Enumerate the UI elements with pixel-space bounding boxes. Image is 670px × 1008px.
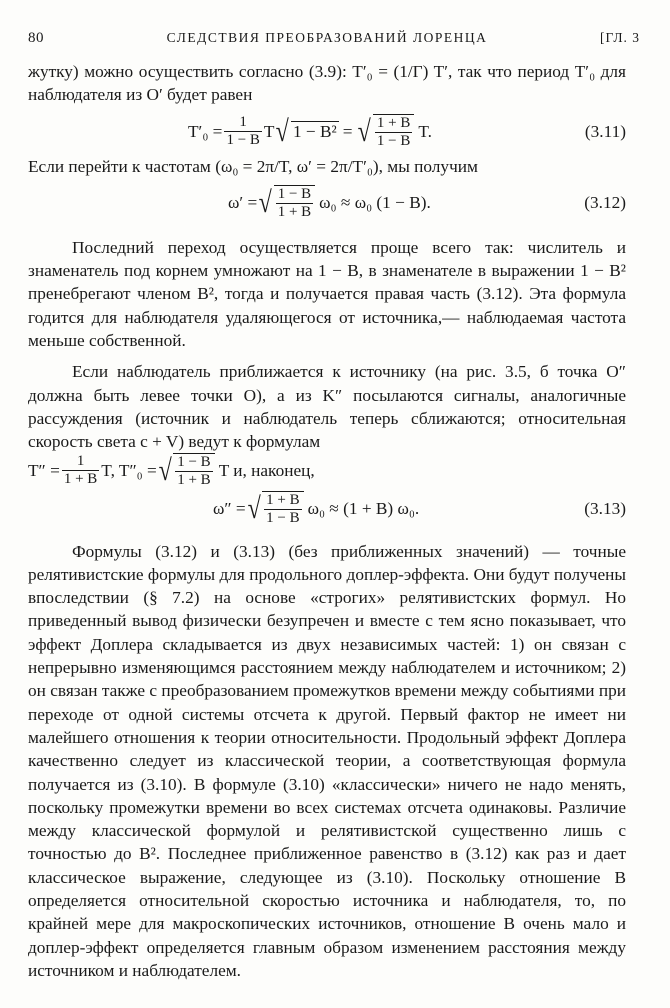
sqrt: √ 1 − B² (276, 114, 337, 148)
book-page (28, 30, 640, 982)
paragraph-2: Если перейти к частотам (ω₀ = 2π/T, ω′ = 2π/T′₀), мы получим (28, 156, 478, 176)
sqrt: √ $\frac{1 - B}{1 + B}$ (257, 185, 315, 221)
equation-label: (3.12) (584, 192, 626, 212)
denominator: 1 − B (376, 132, 411, 149)
denominator: 1 + B (277, 203, 312, 220)
equation-3-12 (28, 182, 626, 224)
running-title: СЛЕДСТВИЯ ПРЕОБРАЗОВАНИЙ ЛОРЕНЦА (166, 30, 488, 45)
equation-3-11 (28, 111, 626, 153)
numerator: 1 − B (277, 185, 312, 202)
numerator: 1 (76, 453, 85, 470)
denominator: 1 + B (63, 471, 98, 488)
chapter-marker: [ГЛ. 3 (600, 30, 640, 45)
numerator: 1 + B (266, 491, 300, 508)
denominator: 1 + B (177, 471, 211, 488)
inline-formulas (28, 454, 626, 488)
equation-3-13 (28, 488, 626, 530)
sqrt: √ $\frac{1 + B}{1 - B}$ (356, 114, 414, 150)
page-number: 80 (28, 30, 44, 46)
numerator: 1 + B (376, 114, 411, 131)
equation-label: (3.11) (584, 121, 626, 141)
equation-label: (3.13) (584, 498, 626, 518)
formula-text: T″ = (28, 460, 60, 480)
formula-text: T, T″₀ = (101, 460, 157, 480)
eq-lhs: T′₀ = (188, 121, 223, 141)
eq-tail: ω₀ ≈ (1 + B) ω₀. (307, 498, 420, 518)
paragraph-5: Формулы (3.12) и (3.13) (без приближенных значений) — точные релятивистские формулы для продольного доплер-эффекта. Они будут получены впоследствии (§ 7.2) на основе «строгих» релятивистских формул. Но приведенный вывод физически безупречен и вместе с тем ясно показывает, что эффект Доплера складывается из двух независимых частей: 1) он связан с непрерывно изменяющимся расстоянием между наблюдателем и источником; 2) он связан также с преобразованием промежутков времени между событиями при переходе от одной системы отсчета к другой. Первый фактор не имеет ни малейшего отношения к теории относительности. Продольный эффект Доплера качественно следует из классической теории, а соответствующая формула получается из (3.10). В формуле (3.10) «классически» ничего не надо менять, поскольку промежутки времени во всех системах отсчета одинаковы. Различие между классической формулой и релятивистской существенно лишь с точностью до B². Последнее приближенное равенство в (3.12) как раз и дает классическое выражение, следующее из (3.10). Поскольку отношение B определяется относительной скоростью источника и наблюдателя, то, по крайней мере для макроскопических источников, отношение B очень мало и доплер-эффект определяется главным образом изменением расстояния между источником и наблюдателем. (28, 541, 626, 980)
denominator: 1 − B (266, 509, 300, 526)
eq-tail: T. (418, 121, 432, 141)
eq-lhs: ω″ = (213, 498, 246, 518)
paragraph-4: Если наблюдатель приближается к источнику (на рис. 3.5, б точка O″ должна быть левее точки O), а из K″ посылаются сигналы, аналогичные рассуждения (источник и наблюдатель теперь сближаются; относительная скорость света c + V) ведут к формулам (28, 362, 626, 452)
eq-lhs: ω′ = (228, 192, 258, 212)
formula-text: T и, наконец, (218, 460, 315, 480)
paragraph-3: Последний переход осуществляется проще всего так: числитель и знаменатель под корнем умножают на 1 − B, в знаменателе в выражении 1 − B² пренебрегают членом B², тогда и получается правая часть (3.12). Эта формула годится для наблюдателя удаляющегося от источника,— наблюдаемая частота меньше собственной. (28, 237, 626, 351)
fraction (224, 114, 261, 149)
radicand: 1 − B² (292, 122, 337, 142)
sqrt: √ $\frac{1 - B}{1 + B}$ (157, 453, 215, 489)
numerator: 1 (239, 114, 247, 131)
fraction (62, 453, 99, 488)
paragraph-1: жутку) можно осуществить согласно (3.9): T′₀ = (1/Γ) T′, так что период T′₀ для наблюдателя из O′ будет равен (28, 62, 626, 105)
numerator: 1 − B (177, 453, 211, 470)
denominator: 1 − B (226, 132, 260, 149)
sqrt: √ $\frac{1 + B}{1 - B}$ (246, 491, 304, 527)
eq-tail: ω₀ ≈ ω₀ (1 − B). (319, 192, 431, 212)
eq-sign: = (342, 121, 353, 141)
eq-term: T (263, 121, 275, 141)
running-header (28, 30, 640, 52)
